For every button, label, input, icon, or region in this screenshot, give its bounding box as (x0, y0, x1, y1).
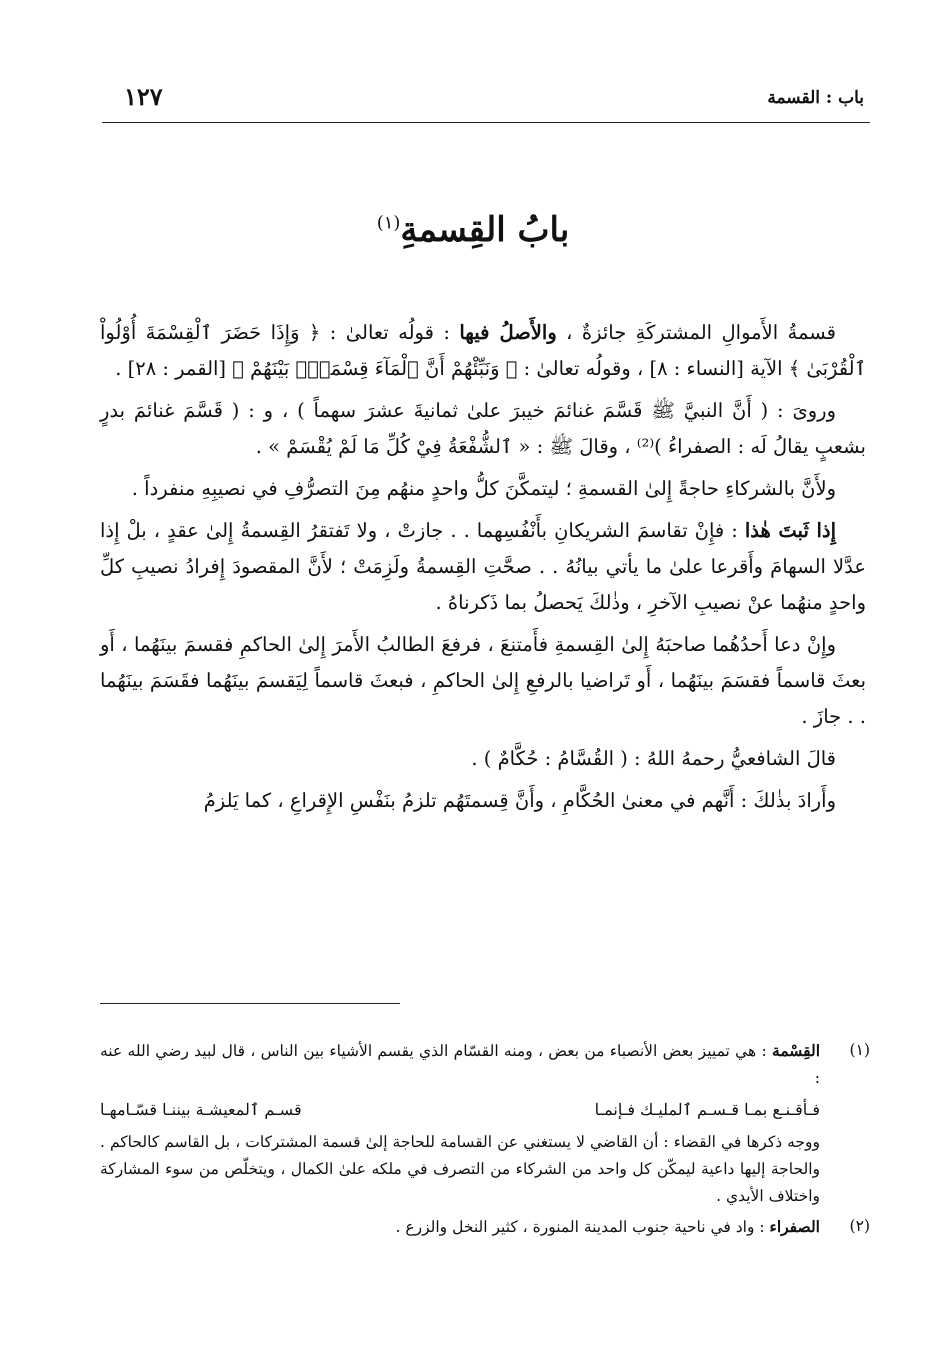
page-number: ١٢٧ (124, 82, 163, 111)
text-run: : واد في ناحية جنوب المدينة المنورة ، كثير النخل والزرع . (395, 1218, 770, 1236)
footnote-term: الصفراء (769, 1217, 820, 1236)
footnote-text: ووجه ذكرها في القضاء : أن القاضي لا يستغني عن القسامة للحاجة إلىٰ قسمة المشتركات ، بل القاسم كالحاكم . والحاجة إليها داعية ليمكّن كل واحد من الشركاء من التصرف في ملكه علىٰ الكمال ، ويتخلّص من سوء المشاركة واختلاف الأيدي . (100, 1133, 820, 1205)
main-text (100, 315, 866, 825)
paragraph: وأَرادَ بذٰلكَ : أَنَّهم في معنىٰ الحُكَّامِ ، وأَنَّ قِسمتَهُم تلزمُ بنَفْسِ الإِقراعِ ، كما يَلزمُ (203, 789, 836, 812)
footnote-2 (100, 1213, 870, 1241)
paragraph: وروىَ : ( أَنَّ النبيَّ ﷺ قَسَّمَ غنائمَ خيبرَ علىٰ ثمانيةَ عشرَ سهماً ) ، و : ( قَسَّمَ غنائمَ بدرٍ بشعبٍ يقالُ لَه : الصفراءُ )⁽²⁾ ، وقالَ ﷺ : « ٱلشُّفْعَةُ فِيْ كُلِّ مَا لَمْ يُقْسَمْ » . (100, 399, 866, 458)
footnote-text (100, 1213, 820, 1241)
paragraph (100, 513, 866, 621)
chapter-heading: باب : القسمة (767, 88, 864, 108)
bold-phrase: والأَصلُ فيها (459, 321, 557, 344)
footnotes (100, 1037, 870, 1244)
footnote-term: القِسْمة (772, 1041, 820, 1060)
page-header (102, 82, 870, 123)
bold-phrase: إِذا ثَبتَ هٰذا (744, 519, 837, 542)
poetry-verse (100, 1096, 820, 1123)
footnote-text (100, 1037, 820, 1092)
verse-hemistich-second: قسـم ٱلمعيشـة بيننـا قسّـامهـا (100, 1100, 302, 1119)
text-run: : فإِنْ تقاسمَ الشريكانِ بأَنْفُسِهما . . جازتْ ، ولا تَفتقرُ القِسمةُ إِلىٰ عقدٍ ، بلْ إِذا عدَّلا السهامَ وأَقرعا علىٰ ما يأتي بيانُهُ . . صحَّتِ القِسمةُ ولَزِمَتْ ؛ لأَنَّ المقصودَ إِفرادُ نصيبِ كلِّ واحدٍ منهُما عنْ نصيبِ الآخرِ ، وذٰلكَ يَحصلُ بما ذَكرناهُ . (100, 519, 866, 614)
paragraph (100, 315, 866, 387)
paragraph: وإِنْ دعا أَحدُهُما صاحبَهُ إِلىٰ القِسمةِ فأَمتنعَ ، فرفعَ الطالبُ الأَمرَ إِلىٰ الحاكمِ فقسمَ بينَهُما ، أَو بعثَ قاسماً فقسَمَ بينَهُما ، أَو تَراضيا بالرفعِ إِلىٰ الحاكمِ ، فبعثَ قاسماً لِيَقسمَ بينَهُما فقَسَمَ بينَهُما . . جازَ . (100, 633, 866, 728)
footnote-number: (٢) (849, 1217, 870, 1235)
footnote-1 (100, 1037, 870, 1210)
text-run: : قولُه تعالىٰ : ﴿ وَإِذَا حَضَرَ ٱلْقِسْمَةَ أُوْلُواْ ٱلْقُرْبَىٰ ﴾ الآية [النساء : ٨] ، وقولُه تعالىٰ : ﴿ وَنَبِّئْهُمْ أَنَّ ٱلْمَآءَ قِسْمَةٌۢ بَيْنَهُمْ ﴾ [القمر : ٢٨] . (100, 321, 866, 380)
footnote-ref: (١) (376, 212, 401, 234)
section-title-text: بابُ القِسمةِ (400, 210, 570, 250)
footnote-number: (١) (849, 1041, 870, 1059)
footnote-divider (100, 1003, 400, 1004)
verse-hemistich-first: فـأقـنـع بمـا قـسـم ٱلمليـك فـإنمـا (594, 1100, 820, 1119)
text-run: قسمةُ الأَموالِ المشتركَةِ جائزةٌ ، (556, 321, 836, 344)
text-run: : هي تمييز بعض الأنصباء من بعض ، ومنه القسّام الذي يقسم الأشياء بين الناس ، قال لبيد رضي الله عنه : (100, 1042, 820, 1087)
section-title (0, 210, 946, 250)
paragraph: قالَ الشافعيُّ رحمهُ اللهُ : ( القُسَّامُ : حُكَّامٌ ) . (471, 747, 836, 770)
paragraph: ولأَنَّ بالشركاءِ حاجةً إِلىٰ القسمةِ ؛ ليتمكَّنَ كلُّ واحدٍ منهُم مِنَ التصرُّفِ في نصيبِهِ منفرداً . (131, 477, 836, 500)
